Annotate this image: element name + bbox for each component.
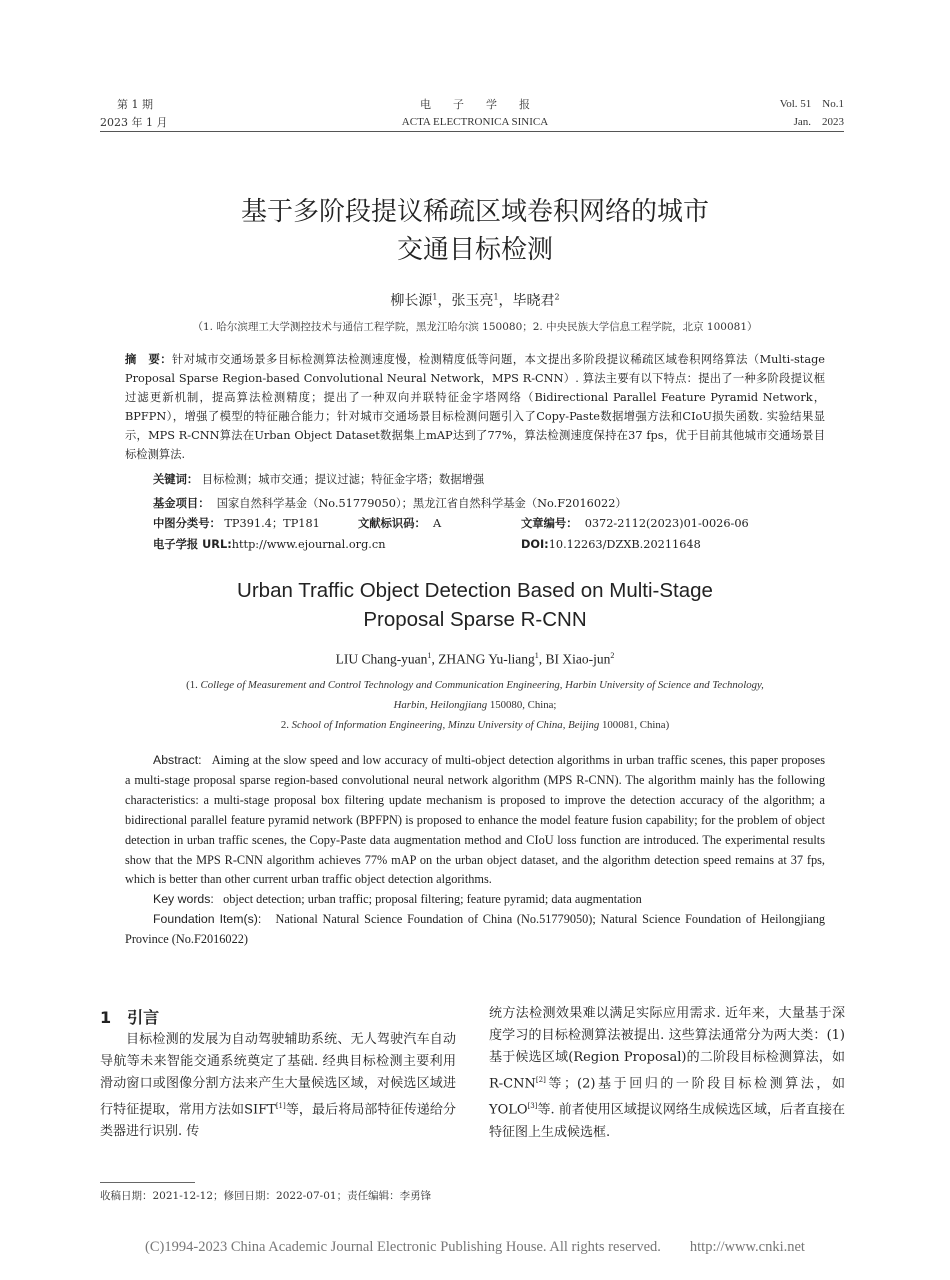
- title-en-line2: Proposal Sparse R-CNN: [363, 608, 587, 631]
- article-no-label: 文章编号：: [521, 517, 578, 530]
- affiliation-en-line1: [0, 675, 950, 695]
- affiliation-en-line3: [0, 715, 950, 735]
- section-1-left-column: [100, 1029, 456, 1143]
- keywords-en-text: object detection; urban traffic; proposal filtering; feature pyramid; data augmentation: [223, 892, 642, 907]
- author-en-3-sup: 2: [610, 651, 615, 660]
- title-en-line1: Urban Traffic Object Detection Based on Multi-Stage: [237, 579, 713, 602]
- title-cn: [0, 193, 950, 269]
- section-1-left-text-2: 等，最后将局部特征传递给分类器进行识别. 传: [100, 1102, 456, 1140]
- article-no-row: [521, 514, 749, 533]
- affiliation-en-line2: [0, 695, 950, 715]
- header-date-cn: 2023 年 1 月: [100, 116, 168, 129]
- author-cn-3: 毕晓君: [512, 293, 555, 309]
- author-cn-2-sup: 1: [493, 292, 499, 302]
- header-journal-cn: 电 子 学 报: [420, 98, 530, 111]
- clc-label: 中图分类号：: [153, 517, 221, 530]
- fund-cn: [153, 494, 627, 513]
- url-label: 电子学报 URL:: [153, 538, 232, 551]
- section-1-right-column: [489, 1003, 845, 1144]
- fund-cn-text: 国家自然科学基金（No.51779050）；黑龙江省自然科学基金（No.F2016022）: [216, 497, 627, 510]
- footnote-dates: 收稿日期：2021-12-12；修回日期：2022-07-01；责任编辑：李勇锋: [100, 1190, 432, 1202]
- fund-cn-label: 基金项目：: [153, 497, 210, 510]
- author-en-1: LIU Chang-yuan: [335, 651, 428, 667]
- author-en-3: BI Xiao-jun: [545, 651, 611, 667]
- fund-en-text: National Natural Science Foundation of China (No.51779050); Natural Science Foundation of Heilongjiang Province (No.F2016022): [125, 912, 825, 947]
- abstract-en: [125, 751, 825, 950]
- keywords-en: [125, 890, 825, 910]
- doi-label: DOI:: [521, 538, 549, 551]
- doc-code-row: [358, 514, 441, 533]
- keywords-cn-label: 关键词：: [153, 473, 199, 486]
- ref-2[interactable]: [2]: [535, 1076, 546, 1084]
- ref-1[interactable]: [1]: [275, 1102, 286, 1110]
- affiliation-en-l3-prefix: 2.: [280, 719, 292, 731]
- affiliation-en-l2-text: Harbin, Heilongjiang: [393, 699, 488, 711]
- doi-value[interactable]: 10.12263/DZXB.20211648: [548, 538, 701, 551]
- doi-row: [521, 535, 701, 554]
- clc-value: TP391.4；TP181: [224, 517, 320, 530]
- authors-cn: 柳长源$^1$，张玉亮$^1$，毕晓君$^2$: [390, 292, 560, 309]
- affiliation-cn: （1. 哈尔滨理工大学测控技术与通信工程学院，黑龙江哈尔滨 150080；2. 中央民族大学信息工程学院，北京 100081）: [192, 321, 758, 333]
- author-en-2-sup: 1: [534, 651, 539, 660]
- author-en-1-sup: 1: [427, 651, 432, 660]
- affiliation-en-l1-prefix: (1.: [186, 679, 201, 691]
- abstract-cn: [125, 350, 825, 464]
- author-cn-1: 柳长源: [390, 293, 433, 309]
- keywords-cn: [153, 470, 484, 489]
- doc-code-label: 文献标识码：: [358, 517, 426, 530]
- affiliation-en-l1-text: College of Measurement and Control Technology and Communication Engineering, Harbin University of Science and Technology,: [200, 679, 764, 691]
- author-cn-2: 张玉亮: [451, 293, 494, 309]
- section-1-right-text-1: 统方法检测效果难以满足实际应用需求. 近年来，大量基于深度学习的目标检测算法被提出. 这些算法通常分为两大类：(1)基于候选区域(Region Proposal)的二阶段目标检测算法，如R-CNN: [489, 1006, 845, 1092]
- ref-3[interactable]: [3]: [527, 1102, 538, 1111]
- header-journal-en: ACTA ELECTRONICA SINICA: [401, 116, 549, 128]
- author-en-2: ZHANG Yu-liang: [438, 651, 535, 667]
- author-cn-3-sup: 2: [554, 292, 560, 302]
- footnote-rule: [100, 1182, 195, 1183]
- section-1-right-text-2: 等；(2)基于回归的一阶段目标检测算法，如YOLO: [489, 1076, 845, 1118]
- fund-en: [125, 910, 825, 950]
- title-en: [0, 576, 950, 634]
- abstract-cn-text: 针对城市交通场景多目标检测算法检测速度慢，检测精度低等问题，本文提出多阶段提议稀疏区域卷积网络算法（Multi-stage Proposal Sparse Region-based Convolutional Neural Network，MPS R-CNN）. 算法主要有以下特点：提出了一种多阶段提议框过滤更新机制，提高算法检测精度；提出了一种双向并联特征金字塔网络（Bidirectional Parallel Feature Pyramid Network，BPFPN），增强了模型的特征融合能力；针对城市交通场景目标检测问题引入了Copy-Paste数据增强方法和CIoU损失函数. 实验结果显示，MPS R-CNN算法在Urban Object Dataset数据集上mAP达到了77%，算法检测速度保持在37 fps，优于目前其他城市交通场景目标检测算法.: [125, 353, 825, 461]
- author-cn-1-sup: 1: [432, 292, 438, 302]
- clc-row: [153, 514, 320, 533]
- abstract-en-text: Aiming at the slow speed and low accuracy of multi-object detection algorithms in urban traffic scenes, this paper proposes a multi-stage proposal sparse region-based convolutional neural network algorithm (MPS R-CNN). The algorithm mainly has the following characteristics: a multi-stage proposal box filtering update mechanism is proposed to improve the detection accuracy of the algorithm; a bidirectional parallel feature pyramid network (BPFPN) is proposed to enhance the model feature fusion capability; for the problem of object detection in urban traffic scenes, the Copy-Paste data augmentation method and CIoU loss function are introduced. The experimental results show that the MPS R-CNN algorithm achieves 77% mAP on the urban object dataset, and the algorithm detection speed remains at 37 fps, which is better than other current urban traffic object detection algorithms.: [125, 753, 825, 887]
- section-1-left-text-1: 目标检测的发展为自动驾驶辅助系统、无人驾驶汽车自动导航等未来智能交通系统奠定了基础. 经典目标检测主要利用滑动窗口或图像分割方法来产生大量候选区域，对候选区域进行特征提取，常用方法如SIFT: [100, 1032, 456, 1118]
- affiliation-en-l3-rest: 100081, China): [599, 719, 670, 731]
- fund-en-label: Foundation Item(s):: [153, 912, 262, 927]
- header-issue-cn: 第 1 期: [117, 98, 153, 111]
- header-date-en: Jan. 2023: [793, 116, 844, 128]
- url-row: [153, 535, 386, 554]
- abstract-cn-label: 摘 要：: [125, 353, 173, 366]
- title-cn-line1: 基于多阶段提议稀疏区域卷积网络的城市: [240, 197, 709, 227]
- url-value[interactable]: http://www.ejournal.org.cn: [231, 538, 386, 551]
- abstract-en-label: Abstract:: [153, 753, 202, 767]
- section-1-right-text-3: 等. 前者使用区域提议网络生成候选区域，后者直接在特征图上生成候选框.: [489, 1102, 845, 1140]
- authors-en: LIU Chang-yuan$^1$, ZHANG Yu-liang$^1$, BI Xiao-jun$^2$: [335, 651, 615, 667]
- keywords-en-label: Key words:: [153, 892, 214, 907]
- section-1-heading: 1 引言: [100, 1008, 160, 1027]
- header-rule: [100, 131, 844, 132]
- keywords-cn-text: 目标检测；城市交通；提议过滤；特征金字塔；数据增强: [201, 473, 485, 486]
- title-cn-line2: 交通目标检测: [396, 235, 553, 265]
- doc-code-value: A: [432, 517, 442, 530]
- affiliation-en-l2-rest: 150080, China;: [487, 699, 557, 711]
- copyright-watermark: (C)1994-2023 China Academic Journal Electronic Publishing House. All rights reserved. http://www.cnki.net: [145, 1239, 805, 1255]
- article-no-value: 0372-2112(2023)01-0026-06: [584, 517, 749, 530]
- affiliation-en-l3-text: School of Information Engineering, Minzu University of China, Beijing: [291, 719, 600, 731]
- header-volume: Vol. 51 No.1: [779, 98, 844, 110]
